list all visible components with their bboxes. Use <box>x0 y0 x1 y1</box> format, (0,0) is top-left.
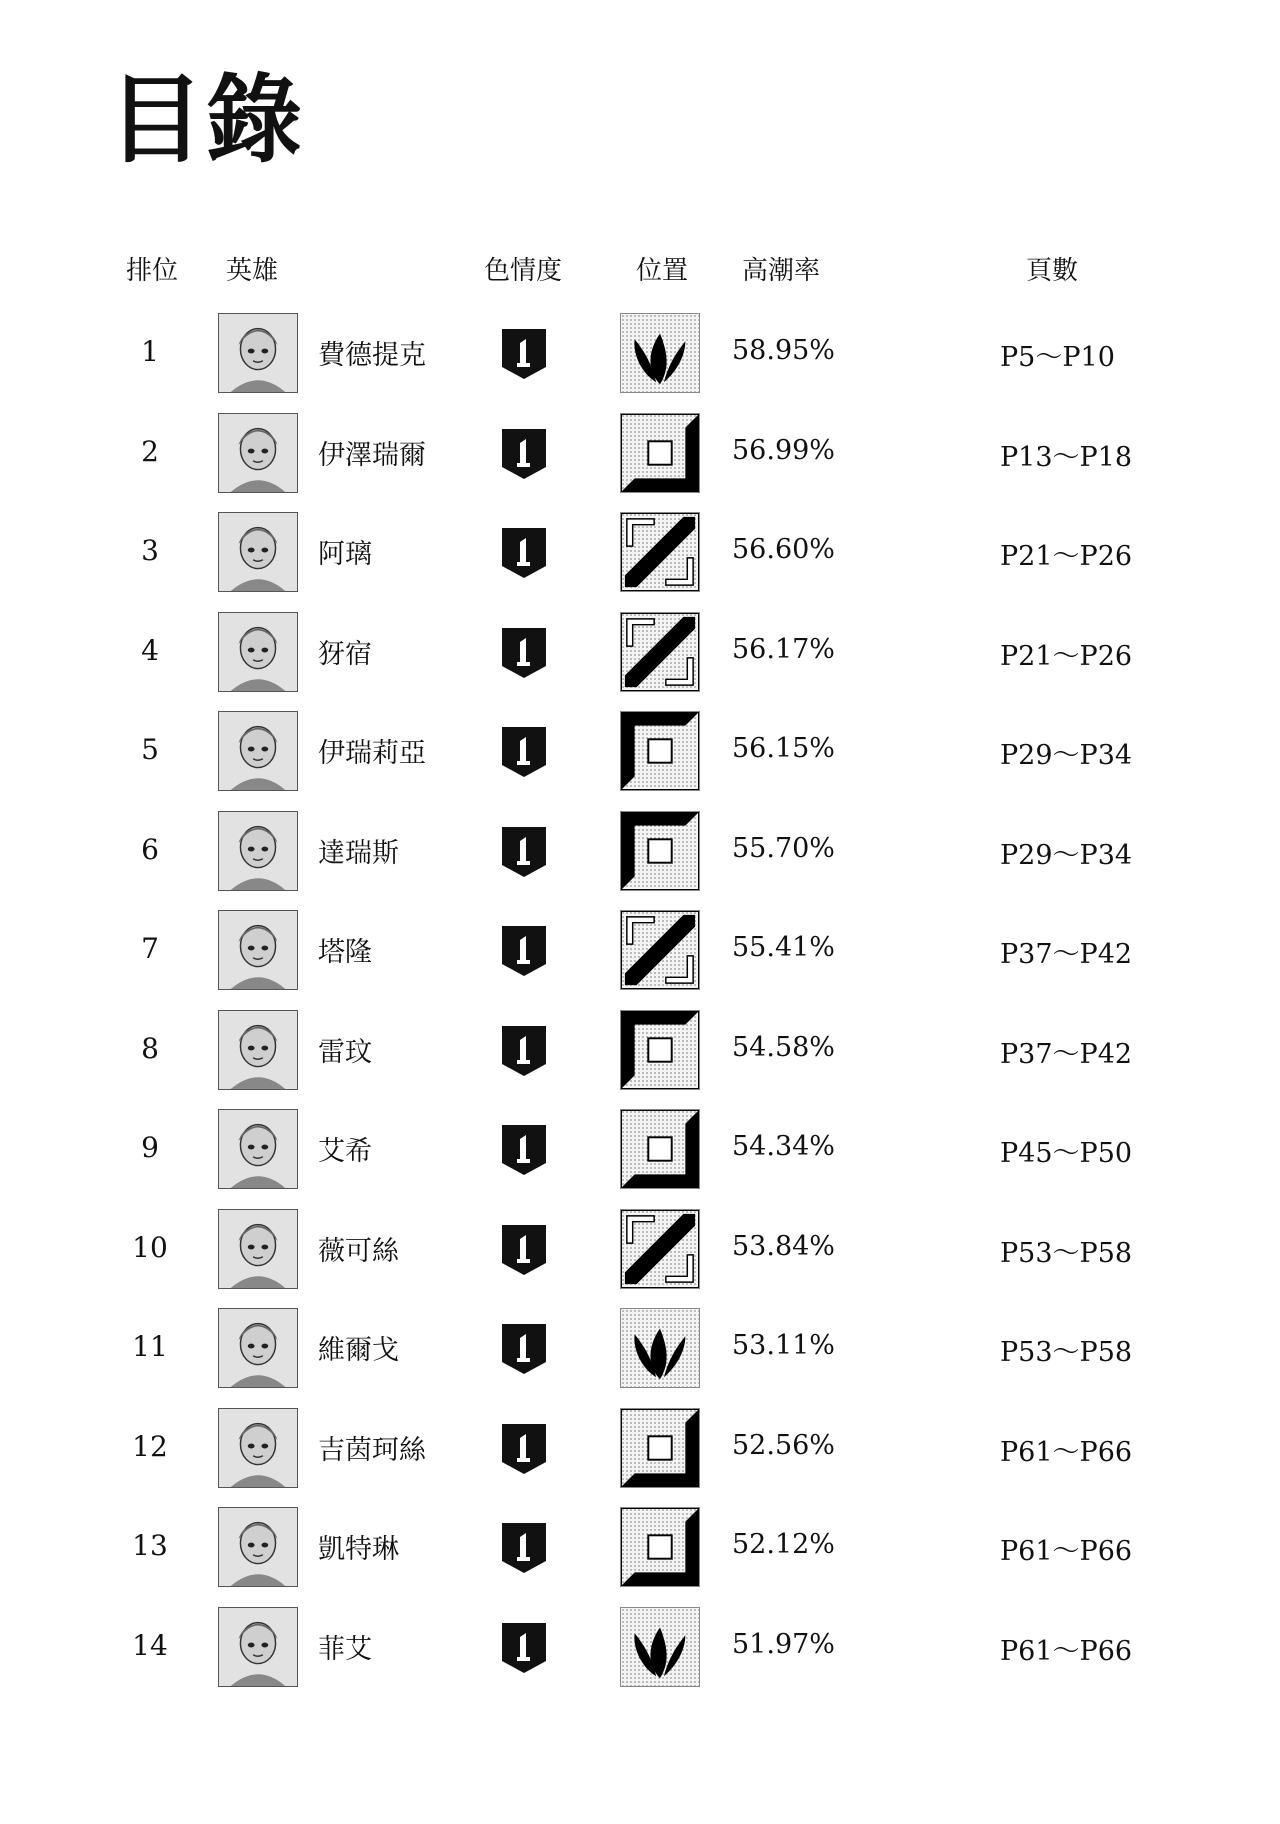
mid-lane-icon <box>620 910 700 990</box>
page-range: P21～P26 <box>1000 541 1133 572</box>
lewdness-level-badge <box>500 1521 548 1575</box>
climax-rate: 55.70% <box>732 832 835 864</box>
table-row <box>0 1109 1280 1189</box>
rank-number: 11 <box>132 1330 168 1363</box>
hero-name: 阿璃 <box>318 539 372 570</box>
table-row <box>0 612 1280 692</box>
hero-name: 塔隆 <box>318 937 372 968</box>
hero-name: 艾希 <box>318 1136 372 1167</box>
hero-name: 維爾戈 <box>318 1335 399 1366</box>
table-row <box>0 1308 1280 1388</box>
page-title: 目錄 <box>108 63 304 176</box>
climax-rate: 56.60% <box>732 534 835 565</box>
rank-number: 12 <box>132 1429 168 1463</box>
hero-portrait <box>218 1109 298 1189</box>
bottom-lane-icon <box>620 413 700 493</box>
mid-lane-icon <box>620 1209 700 1289</box>
page-range: P13～P18 <box>1000 441 1133 473</box>
climax-rate: 51.97% <box>732 1628 835 1660</box>
hero-portrait <box>218 811 298 891</box>
hero-portrait <box>218 1308 298 1388</box>
page-range: P61～P66 <box>1000 1635 1133 1667</box>
climax-rate: 53.84% <box>732 1230 835 1262</box>
rank-number: 6 <box>141 832 159 866</box>
rank-number: 1 <box>141 335 159 368</box>
table-row <box>0 1010 1280 1090</box>
header-climax-rate: 高潮率 <box>742 256 821 286</box>
mid-lane-icon <box>620 512 700 592</box>
header-lewdness: 色情度 <box>484 256 563 286</box>
page-range: P21～P26 <box>1000 640 1133 672</box>
page-range: P45～P50 <box>1000 1138 1133 1169</box>
top-lane-icon <box>620 1010 700 1090</box>
hero-name: 達瑞斯 <box>318 837 399 869</box>
header-hero: 英雄 <box>226 256 279 286</box>
lewdness-level-badge <box>500 626 548 680</box>
page-range: P29～P34 <box>1000 839 1133 871</box>
lewdness-level-badge <box>500 725 548 779</box>
hero-name: 雷玟 <box>318 1036 372 1068</box>
rank-number: 5 <box>141 733 159 766</box>
jungle-icon <box>620 1308 700 1388</box>
table-row <box>0 1507 1280 1587</box>
hero-portrait <box>218 1010 298 1090</box>
rank-number: 9 <box>141 1131 159 1164</box>
hero-portrait <box>218 1507 298 1587</box>
rank-number: 7 <box>141 932 159 965</box>
hero-name: 費德提克 <box>318 340 426 371</box>
table-row <box>0 711 1280 791</box>
page-range: P61～P66 <box>1000 1436 1133 1468</box>
hero-portrait <box>218 413 298 493</box>
page-range: P37～P42 <box>1000 1038 1133 1070</box>
page-range: P53～P58 <box>1000 1237 1133 1269</box>
table-row <box>0 413 1280 493</box>
rank-number: 14 <box>132 1628 168 1662</box>
climax-rate: 54.34% <box>732 1131 835 1162</box>
rank-number: 13 <box>132 1529 168 1562</box>
bottom-lane-icon <box>620 1109 700 1189</box>
lewdness-level-badge <box>500 526 548 580</box>
header-pages: 頁數 <box>1026 256 1079 286</box>
lewdness-level-badge <box>500 1322 548 1376</box>
rank-number: 3 <box>141 534 159 567</box>
header-rank: 排位 <box>126 256 179 286</box>
table-row <box>0 1408 1280 1488</box>
climax-rate: 52.12% <box>732 1529 835 1560</box>
hero-portrait <box>218 612 298 692</box>
climax-rate: 56.17% <box>732 633 835 665</box>
hero-name: 吉茵珂絲 <box>318 1434 426 1466</box>
jungle-icon <box>620 1607 700 1687</box>
lewdness-level-badge <box>500 327 548 381</box>
hero-portrait <box>218 711 298 791</box>
hero-name: 伊澤瑞爾 <box>318 439 426 471</box>
climax-rate: 55.41% <box>732 932 835 963</box>
climax-rate: 53.11% <box>732 1330 835 1361</box>
rank-number: 8 <box>141 1031 159 1065</box>
page-range: P53～P58 <box>1000 1337 1133 1368</box>
hero-portrait <box>218 512 298 592</box>
table-row <box>0 910 1280 990</box>
hero-portrait <box>218 910 298 990</box>
hero-portrait <box>218 1209 298 1289</box>
hero-name: 薇可絲 <box>318 1235 399 1267</box>
table-row <box>0 811 1280 891</box>
lewdness-level-badge <box>500 1123 548 1177</box>
lewdness-level-badge <box>500 427 548 481</box>
lewdness-level-badge <box>500 825 548 879</box>
page-range: P29～P34 <box>1000 740 1133 771</box>
hero-name: 菲艾 <box>318 1633 372 1665</box>
climax-rate: 58.95% <box>732 335 835 366</box>
table-row <box>0 1607 1280 1687</box>
table-row <box>0 1209 1280 1289</box>
table-row <box>0 313 1280 393</box>
hero-portrait <box>218 1607 298 1687</box>
hero-name: 伊瑞莉亞 <box>318 738 426 769</box>
jungle-icon <box>620 313 700 393</box>
hero-portrait <box>218 1408 298 1488</box>
lewdness-level-badge <box>500 1223 548 1277</box>
table-row <box>0 512 1280 592</box>
lewdness-level-badge <box>500 1621 548 1675</box>
top-lane-icon <box>620 711 700 791</box>
lewdness-level-badge <box>500 1024 548 1078</box>
rank-number: 4 <box>141 633 159 667</box>
header-position: 位置 <box>636 256 689 286</box>
climax-rate: 56.15% <box>732 733 835 764</box>
hero-name: 犽宿 <box>318 638 372 670</box>
bottom-lane-icon <box>620 1408 700 1488</box>
table-header <box>0 250 1280 290</box>
page-range: P37～P42 <box>1000 939 1133 970</box>
rank-number: 2 <box>141 434 159 468</box>
climax-rate: 52.56% <box>732 1429 835 1461</box>
top-lane-icon <box>620 811 700 891</box>
lewdness-level-badge <box>500 1422 548 1476</box>
mid-lane-icon <box>620 612 700 692</box>
climax-rate: 56.99% <box>732 434 835 466</box>
bottom-lane-icon <box>620 1507 700 1587</box>
hero-name: 凱特琳 <box>318 1534 399 1565</box>
rank-number: 10 <box>132 1230 168 1264</box>
page-range: P61～P66 <box>1000 1536 1133 1567</box>
hero-portrait <box>218 313 298 393</box>
climax-rate: 54.58% <box>732 1031 835 1063</box>
page-range: P5～P10 <box>1000 342 1115 373</box>
lewdness-level-badge <box>500 924 548 978</box>
